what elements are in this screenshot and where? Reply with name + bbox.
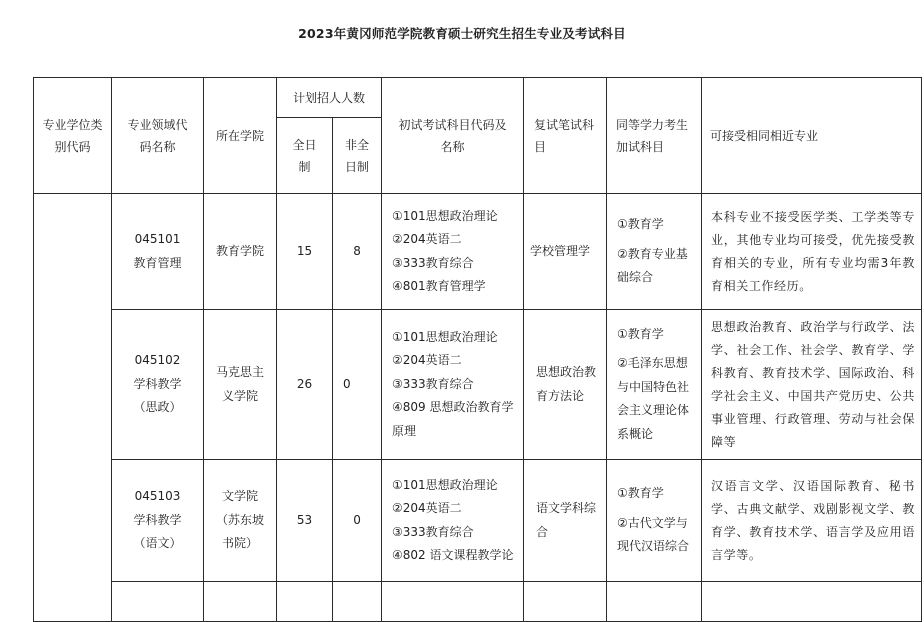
document-title: 2023年黄冈师范学院教育硕士研究生招生专业及考试科目: [298, 26, 626, 41]
exam-subject-item: ④801教育管理学: [392, 279, 486, 293]
field-cell: [112, 194, 204, 310]
table-row: [34, 310, 922, 460]
exam-subject-item: ①101思想政治理论: [392, 208, 498, 223]
full-time-count: 53: [277, 460, 333, 582]
header-equivalent-subjects: 同等学力考生加试科目: [607, 78, 702, 194]
exam-subjects-cell: [382, 582, 524, 622]
table-row: [34, 460, 922, 582]
header-college: 所在学院: [204, 78, 277, 194]
exam-subjects-cell: [382, 194, 524, 310]
equivalent-subject-item: ②教育专业基础综合: [617, 246, 688, 285]
exam-subject-item: ③333教育综合: [392, 376, 474, 391]
equivalent-subject-item: ①教育学: [617, 486, 664, 501]
header-part-time: 非全日制: [333, 118, 382, 194]
field-code: 045101: [134, 232, 181, 246]
accepted-majors-cell: 思想政治教育、政治学与行政学、法学、社会工作、社会学、教育学、学科教育、教育技术学、国际政治、科学社会主义、中国共产党历史、公共事业管理、行政管理、劳动与社会保障等: [702, 310, 922, 460]
category-code-cell: [34, 194, 112, 622]
header-planned-enrollment: 计划招人人数: [277, 78, 382, 118]
college-cell: 马克思主义学院: [204, 310, 277, 460]
admissions-table: [33, 77, 922, 622]
part-time-count: [333, 582, 382, 622]
accepted-majors-cell: 汉语言文学、汉语国际教育、秘书学、古典文献学、戏剧影视文学、教育学、教育技术学、语言学及应用语言学等。: [702, 460, 922, 582]
part-time-count: 0: [333, 310, 382, 460]
retest-subject-cell: 思想政治教育方法论: [524, 310, 607, 460]
accepted-majors-cell: [702, 582, 922, 622]
full-time-count: 15: [277, 194, 333, 310]
part-time-count: 8: [333, 194, 382, 310]
equivalent-subject-item: ①教育学: [617, 326, 664, 341]
exam-subject-item: ③333教育综合: [392, 255, 474, 270]
exam-subject-item: ①101思想政治理论: [392, 477, 498, 492]
exam-subjects-cell: [382, 310, 524, 460]
full-time-count: [277, 582, 333, 622]
field-cell: [112, 582, 204, 622]
field-name: 教育管理: [133, 255, 182, 270]
retest-subject-cell: 语文学科综合: [524, 460, 607, 582]
equivalent-subjects-cell: [607, 310, 702, 460]
field-code: 045103: [134, 489, 181, 504]
exam-subjects-cell: [382, 460, 524, 582]
equivalent-subjects-cell: [607, 460, 702, 582]
header-retest-subject: 复试笔试科目: [524, 78, 607, 194]
exam-subject-item: ②204英语二: [392, 232, 462, 246]
header-category-code: 专业学位类别代码: [34, 78, 112, 194]
college-cell: [204, 582, 277, 622]
full-time-count: 26: [277, 310, 333, 460]
field-code: 045102: [134, 353, 181, 368]
field-cell: [112, 310, 204, 460]
equivalent-subject-item: ②毛泽东思想与中国特色社会主义理论体系概论: [617, 356, 690, 441]
equivalent-subject-item: ①教育学: [617, 217, 664, 232]
college-cell: 教育学院: [204, 194, 277, 310]
part-time-count: 0: [333, 460, 382, 582]
field-cell: [112, 460, 204, 582]
retest-subject-cell: [524, 582, 607, 622]
accepted-majors-cell: 本科专业不接受医学类、工学类等专业，其他专业均可接受，优先接受教育相关的专业，所有专业均需3年教育相关工作经历。: [702, 194, 922, 310]
header-accepted-majors: 可接受相同相近专业: [702, 78, 922, 194]
table-row-partial: [34, 582, 922, 622]
field-name: 学科教学（思政）: [133, 376, 182, 415]
header-full-time: 全日制: [277, 118, 333, 194]
header-exam-subjects: 初试考试科目代码及名称: [382, 78, 524, 194]
exam-subject-item: ②204英语二: [392, 353, 462, 368]
exam-subject-item: ④802 语文课程教学论: [392, 548, 514, 562]
college-cell: 文学院（苏东坡书院）: [204, 460, 277, 582]
table-row: [34, 194, 922, 310]
exam-subject-item: ③333教育综合: [392, 524, 474, 539]
header-field-code-name: 专业领域代码名称: [112, 78, 204, 194]
equivalent-subject-item: ②古代文学与现代汉语综合: [617, 515, 690, 554]
retest-subject-cell: 学校管理学: [524, 194, 607, 310]
exam-subject-item: ①101思想政治理论: [392, 329, 498, 344]
exam-subject-item: ②204英语二: [392, 501, 462, 515]
header-row-1: [34, 78, 922, 118]
equivalent-subjects-cell: [607, 582, 702, 622]
exam-subject-item: ④809 思想政治教育学原理: [392, 400, 514, 438]
field-name: 学科教学（语文）: [133, 512, 182, 551]
equivalent-subjects-cell: [607, 194, 702, 310]
